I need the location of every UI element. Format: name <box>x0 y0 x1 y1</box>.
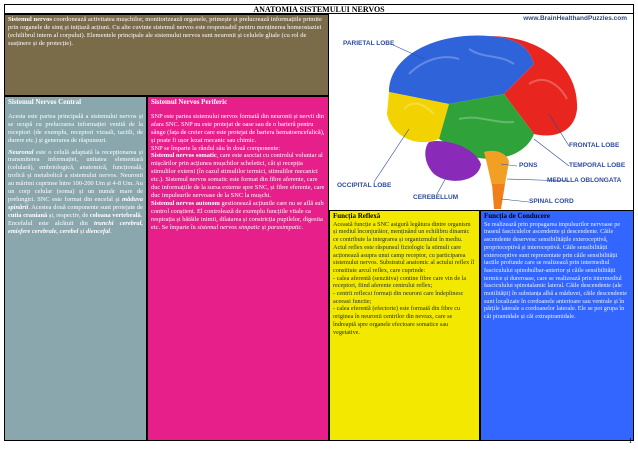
somatic-text: , care este asociat cu controlul voluntar al mișcărilor prin acțiunea mușchilor scheletici, cât și recepția stimulilor externi (în cazul stimulilor termici, stimulilor mecanici etc.). Sistemul nervos somatic este format din fibre aferente, care duc informațiile de la sursa externe spre SNC, și fibre eferente, care duc impulsurile nervoase de la SNC la mușchi. <box>151 152 325 199</box>
diencephalon-term: diencefal <box>85 227 111 235</box>
reflex-item: - centrii reflecsi formați din neuroni care îndeplinesc aceeasi functie; <box>333 290 464 305</box>
reflex-item: - calea eferentă (efectorie) este formată din fibre cu originea în neuronii centrilor din nevrax, care se îndreaptă spre organele efectoare somatice sau vegetative. <box>333 305 461 336</box>
skull-term: cutia craniană <box>8 211 48 219</box>
occipital-lobe-label: OCCIPITAL LOBE <box>337 182 392 189</box>
website-label: www.BrainHealthandPuzzles.com <box>523 15 627 22</box>
sympathetic-term: sistemul nervos simpatic <box>197 223 261 231</box>
peripheral-paragraph-4 <box>151 200 325 232</box>
temporal-lobe-label: TEMPORAL LOBE <box>569 162 626 169</box>
cerebellum-label: CEREBELLUM <box>413 194 459 201</box>
peripheral-heading: Sistemul Nervos Periferic <box>151 98 228 106</box>
central-p2-text: este o celulă adaptată la recepționarea și transmiterea informației, unitatea elementară (celulară), embriologică, anatomică, funcțională, trofică și metabolică a sistemului nervos. Neuronii au mărimi cuprinse între 100-200 Um și 4-8 Um. Au un corp celular (soma) și un număr mare de prelungiri. SNC este format din encefal și <box>8 148 143 203</box>
page-number: 1 <box>628 437 632 445</box>
vertebral-column-term: coloana vertebrală <box>89 211 141 219</box>
reflex-item: - calea aferentă (senzitiva) contine fibre care vin de la receptori, fiind aferente centrului reflex; <box>333 274 467 290</box>
pons-shape <box>484 151 509 186</box>
parietal-lobe-label: PARIETAL LOBE <box>343 40 395 47</box>
central-paragraph-2 <box>8 149 143 220</box>
conduction-heading: Funcția de Conducere <box>484 212 550 220</box>
autonomic-text: gestionează acțiunile care nu se află sub control conștient. El controlează de exemplu funcțiile vitale ca respirația și bătăile inimii, dilatarea și constricția pupilelor, digestia etc. Se împarte în <box>151 199 324 231</box>
intro-text: coordonează activitatea mușchilor, monitorizează organele, primește și prelucrează informațiile primite prin organele de simț și inițiază acțiuni. Cu alte cuvinte sistemul nervos este responsabil pentru menținerea homeostaziei (echilibrul intern al corpului). Elementele principale ale sistemului nervos sunt neuronii și celulele gliale (cu rol de susținere și de protecție). <box>8 16 322 47</box>
page <box>4 4 634 444</box>
central-p3-text-b: și <box>78 227 86 235</box>
central-heading: Sistemul Nervos Central <box>8 98 82 106</box>
reflex-heading: Funcția Reflexă <box>333 212 381 220</box>
pons-label: PONS <box>519 162 538 169</box>
intro-box <box>4 14 329 96</box>
central-p3-text-c: . <box>110 227 112 235</box>
autonomic-term: Sistemul nervos autonom <box>151 199 220 207</box>
page-title: ANATOMIA SISTEMULUI NERVOS <box>4 4 634 14</box>
reflex-text: Această funcție a SNC asigură legătura dintre organism și mediul înconjurător, menținând un echilibru dinamic ce contribuie la integrarea și organizmului în mediu. Actul reflex este răspunsul fiziologic la stimuli care acționează asupra unui camp receptor, cu participarea sistemului nervos. Substratul anatomic al actului reflex îl constituie arcul reflex, care cuprinde: <box>333 220 475 274</box>
somatic-term: Sistemul nervos somatic <box>151 152 217 160</box>
central-paragraph-3 <box>8 220 143 236</box>
reflex-function-column <box>329 210 480 441</box>
peripheral-paragraph-2: SNP se împarte la rândul său în două componente: <box>151 144 280 152</box>
spinal-cord-shape <box>492 184 505 209</box>
spinal-cord-label: SPINAL CORD <box>529 198 574 205</box>
autonomic-text-c: . <box>301 223 303 231</box>
central-p2-text-b: . Acestea două componente sunt protejate de <box>28 203 143 211</box>
neuron-term: Neuronul <box>8 148 34 156</box>
central-nervous-system-column <box>4 96 147 441</box>
conduction-function-column <box>480 210 634 441</box>
central-p2-text-c: și, respectiv, de <box>47 211 90 219</box>
peripheral-nervous-system-column <box>147 96 329 441</box>
central-paragraph-1: Acesta este partea principală a sistemului nervos și se ocupă cu prelucrarea informației venită de la receptori (de exemplu, receptori vizuali, tactili, de durere etc.) și generarea de răspunsuri. <box>8 112 143 144</box>
parasympathetic-term: parasimpatic <box>267 223 302 231</box>
brain-diagram <box>329 14 634 210</box>
central-p2-text-d: . <box>140 211 143 219</box>
peripheral-paragraph-1: SNP este partea sistemului nervos formată din neuronii și nervii din afara SNC. SNP nu este protejat de oase sau de o barieră pentru sânge (fața de creier care este protejat de bariera hematoencefalică), și poate fi ușor lezat mecanic sau chimic. <box>151 112 325 144</box>
encephalon-parts: trunchi cerebral, emisfere cerebrale, cerebel <box>8 219 143 235</box>
conduction-text: Se realizează prin propagarea impulsurilor nervoase pe traseul fasciculelor ascendente și descendente. Căile ascendente deservesc sensibilitățile exteroceptivă, proprioceptivă și interoceptivă. Căile sensibilității exteroceptive sunt reprezentate prin căile sensibilității tactile profunde care se realizează prin intermediul fasciculului spinobulbar-anterior și căile sensibilității termice și dureroase, care se realizează prin intermediul fasciculului spinotalamic lateral. Căile descendente (ale motilității) în substanța albă a măduvei, căile descendente sunt localizate în cordoanele anterioare sau ventrale și în părțile laterale a cordoanelor laterale. Ele se pot grupa în căi piramidale și căi extrapiramidale. <box>484 220 627 321</box>
frontal-lobe-label: FRONTAL LOBE <box>569 142 620 149</box>
intro-bold-lead: Sistemul nervos <box>8 16 52 23</box>
medulla-oblongata-label: MEDULLA OBLONGATA <box>547 177 622 184</box>
spinal-cord-term: măduva spinării <box>8 195 143 211</box>
central-p3-text: Encefalul este alcătuit din <box>8 219 95 227</box>
peripheral-paragraph-3 <box>151 152 325 199</box>
autonomic-text-b: și <box>260 223 268 231</box>
